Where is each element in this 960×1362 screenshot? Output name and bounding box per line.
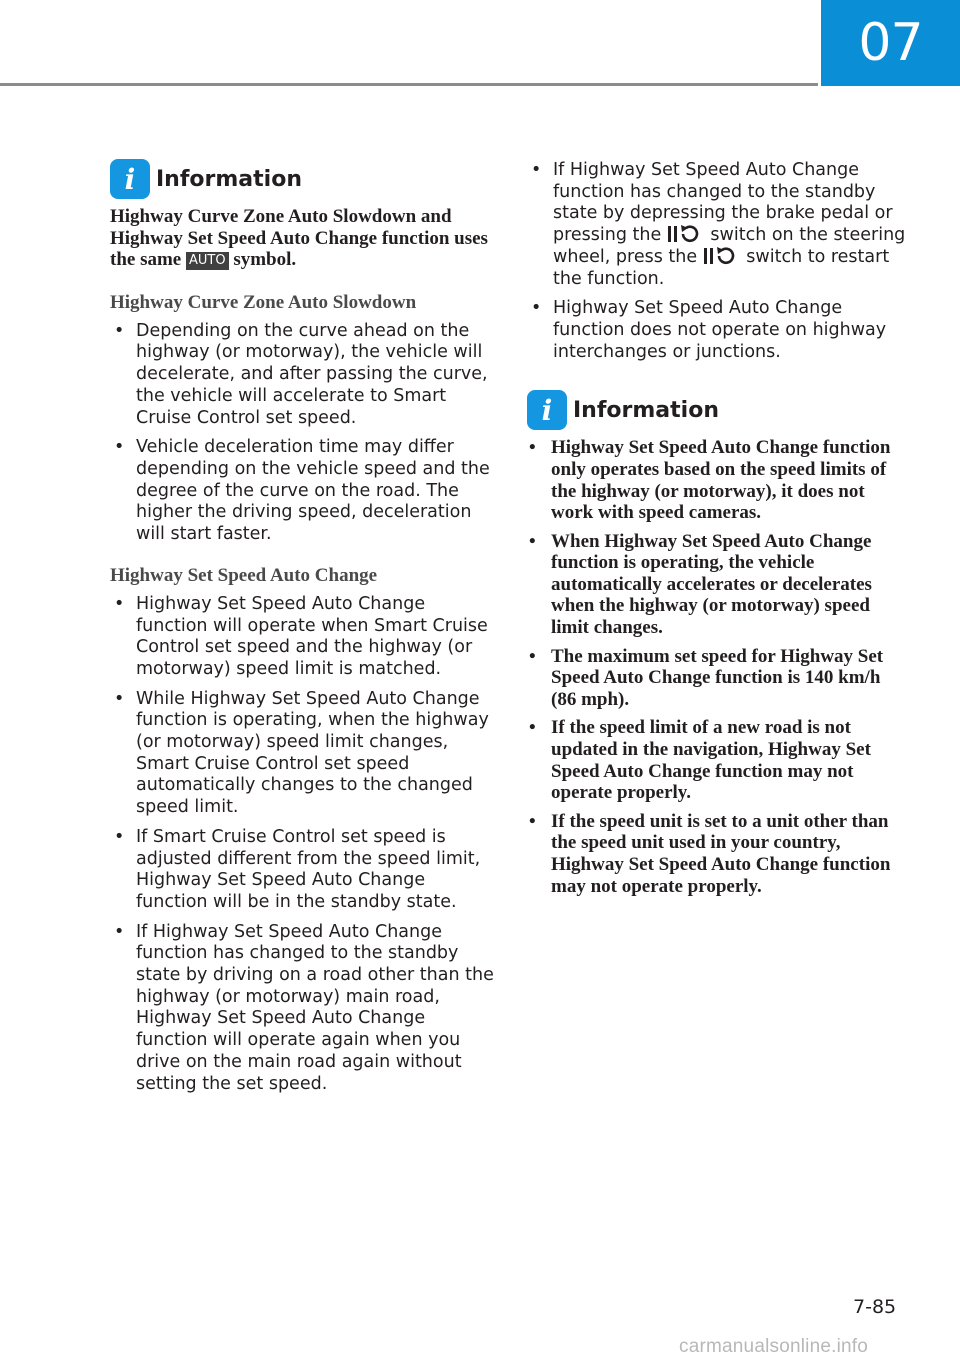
list-item: • If Highway Set Speed Auto Change function has changed to the standby state by driving on a road other than the highway (or motorway) main road, Highway Set Speed Auto Change function will operate again when you drive on the main road again without setting the set speed. — [110, 922, 495, 1096]
section-heading-curve-zone: Highway Curve Zone Auto Slowdown — [110, 291, 417, 313]
info-icon: i — [110, 159, 150, 199]
bullet-text-part2: switch on the steering wheel, press the — [553, 225, 906, 267]
info-header — [110, 158, 495, 200]
auto-symbol-icon: AUTO — [186, 252, 229, 270]
header-rule — [0, 83, 818, 86]
info-text-before: Highway Curve Zone Auto Slowdown and Highway Set Speed Auto Change function uses the same — [110, 206, 488, 271]
page-number: 7-85 — [853, 1296, 897, 1318]
info-title: Information — [573, 397, 719, 423]
list-item: • If Smart Cruise Control set speed is adjusted different from the speed limit, Highway Set Speed Auto Change function will be in the standby state. — [110, 827, 495, 914]
cruise-switch-icon — [703, 247, 741, 265]
list-item: • If the speed unit is set to a unit other than the speed unit used in your country, Highway Set Speed Auto Change function may not operate properly. — [527, 811, 907, 897]
info-header — [527, 389, 907, 431]
list-item: • Highway Set Speed Auto Change function does not operate on highway interchanges or junctions. — [527, 298, 907, 363]
standby-list — [527, 160, 907, 363]
info-list — [527, 437, 907, 897]
list-item: • Depending on the curve ahead on the highway (or motorway), the vehicle will decelerate, and after passing the curve, the vehicle will accelerate to Smart Cruise Control set speed. — [110, 321, 495, 430]
info-text — [110, 206, 495, 271]
chapter-tab — [821, 0, 960, 86]
bullet-text-part1: If Highway Set Speed Auto Change function has changed to the standby state by depressing the brake pedal or pressing the — [553, 160, 893, 246]
left-column — [110, 158, 495, 1103]
cruise-switch-icon — [667, 225, 705, 243]
list-item: • If the speed limit of a new road is not updated in the navigation, Highway Set Speed Auto Change function may not operate properly. — [527, 717, 907, 803]
info-text-after: symbol. — [233, 249, 297, 271]
list-item: • Vehicle deceleration time may differ depending on the vehicle speed and the degree of the curve on the road. The higher the driving speed, deceleration will start faster. — [110, 437, 495, 546]
info-title: Information — [156, 166, 302, 192]
bullet-text-part3: switch to restart the function. — [553, 246, 890, 289]
chapter-number: 07 — [858, 13, 923, 73]
list-item: • Highway Set Speed Auto Change function only operates based on the speed limits of the highway (or motorway), it does not work with speed cameras. — [527, 437, 907, 523]
list-item: • The maximum set speed for Highway Set Speed Auto Change function is 140 km/h (86 mph). — [527, 646, 907, 711]
list-item: • While Highway Set Speed Auto Change function is operating, when the highway (or motorway) speed limit changes, Smart Cruise Control set speed automatically changes to the changed speed limit. — [110, 689, 495, 819]
info-icon: i — [527, 390, 567, 430]
list-item: • Highway Set Speed Auto Change function will operate when Smart Cruise Control set speed and the highway (or motorway) speed limit is matched. — [110, 594, 495, 681]
list-item — [527, 160, 907, 290]
watermark: carmanualsonline.info — [679, 1336, 869, 1357]
right-column — [527, 160, 907, 904]
section-heading-set-speed: Highway Set Speed Auto Change — [110, 564, 378, 586]
curve-zone-list — [110, 321, 495, 546]
set-speed-list — [110, 594, 495, 1095]
list-item: • When Highway Set Speed Auto Change function is operating, the vehicle automatically accelerates or decelerates when the highway (or motorway) speed limit changes. — [527, 531, 907, 639]
